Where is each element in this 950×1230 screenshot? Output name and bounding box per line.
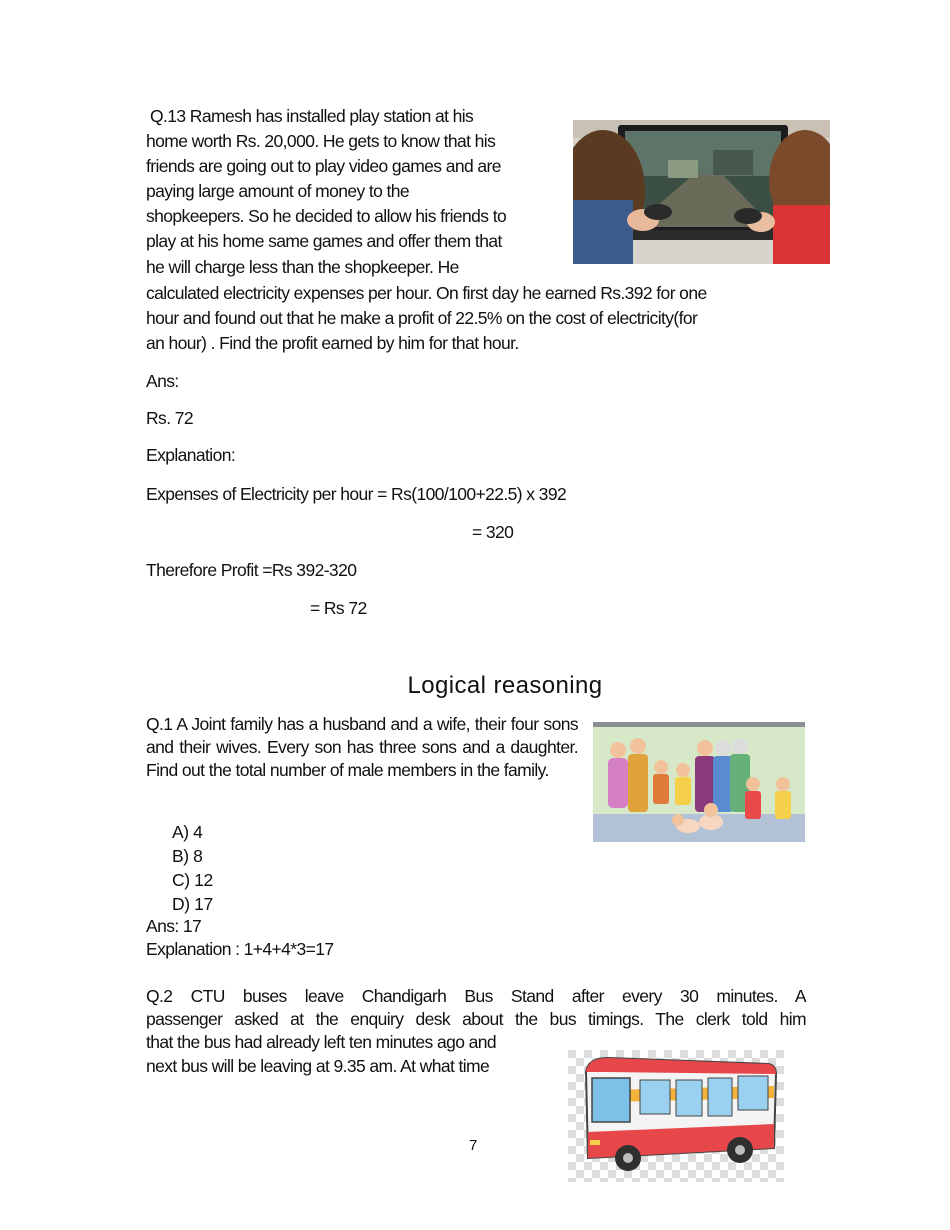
q13-line-5: shopkeepers. So he decided to allow his friends to (146, 206, 507, 226)
q13-line-2: home worth Rs. 20,000. He gets to know that his (146, 131, 496, 151)
option-b: B) 8 (172, 846, 203, 866)
expense-result: = 320 (472, 522, 514, 542)
q2-line-4: next bus will be leaving at 9.35 am. At what time (146, 1056, 490, 1076)
ans-value: Rs. 72 (146, 408, 193, 428)
video-game-image (573, 120, 830, 264)
q13-line-3: friends are going out to play video games and are (146, 156, 501, 176)
expense-line: Expenses of Electricity per hour = Rs(100/100+22.5) x 392 (146, 484, 567, 504)
q1-explanation: Explanation : 1+4+4*3=17 (146, 939, 334, 959)
q13-line-8: calculated electricity expenses per hour. On first day he earned Rs.392 for one (146, 283, 707, 303)
q1-question: Q.1 A Joint family has a husband and a wife, their four sons and their wives. Every son has three sons and a daughter. Find out the total number of male members in the family. (146, 714, 578, 780)
q13-line-6: play at his home same games and offer them that (146, 231, 502, 251)
q13-line-4: paying large amount of money to the (146, 181, 410, 201)
q13-line-1: Q.13 Ramesh has installed play station at his (150, 106, 474, 126)
option-d: D) 17 (172, 894, 213, 914)
family-image (593, 722, 805, 842)
q2-line-2: passenger asked at the enquiry desk about the bus timings. The clerk told him (146, 1009, 806, 1029)
ans-label: Ans: (146, 371, 179, 391)
option-a: A) 4 (172, 822, 203, 842)
page-number: 7 (469, 1137, 478, 1154)
profit-result: = Rs 72 (310, 598, 367, 618)
section-title: Logical reasoning (407, 672, 603, 699)
q13-line-7: he will charge less than the shopkeeper. He (146, 257, 459, 277)
q13-line-10: an hour) . Find the profit earned by him for that hour. (146, 333, 519, 353)
bus-image (568, 1050, 784, 1182)
q2-line-1: Q.2 CTU buses leave Chandigarh Bus Stand after every 30 minutes. A (146, 986, 806, 1006)
q2-line-3: that the bus had already left ten minutes ago and (146, 1032, 497, 1052)
q13-line-9: hour and found out that he make a profit of 22.5% on the cost of electricity(for (146, 308, 698, 328)
option-c: C) 12 (172, 870, 213, 890)
q1-answer: Ans: 17 (146, 916, 202, 936)
profit-line: Therefore Profit =Rs 392-320 (146, 560, 357, 580)
q1-options (172, 820, 213, 916)
explanation-label: Explanation: (146, 445, 236, 465)
